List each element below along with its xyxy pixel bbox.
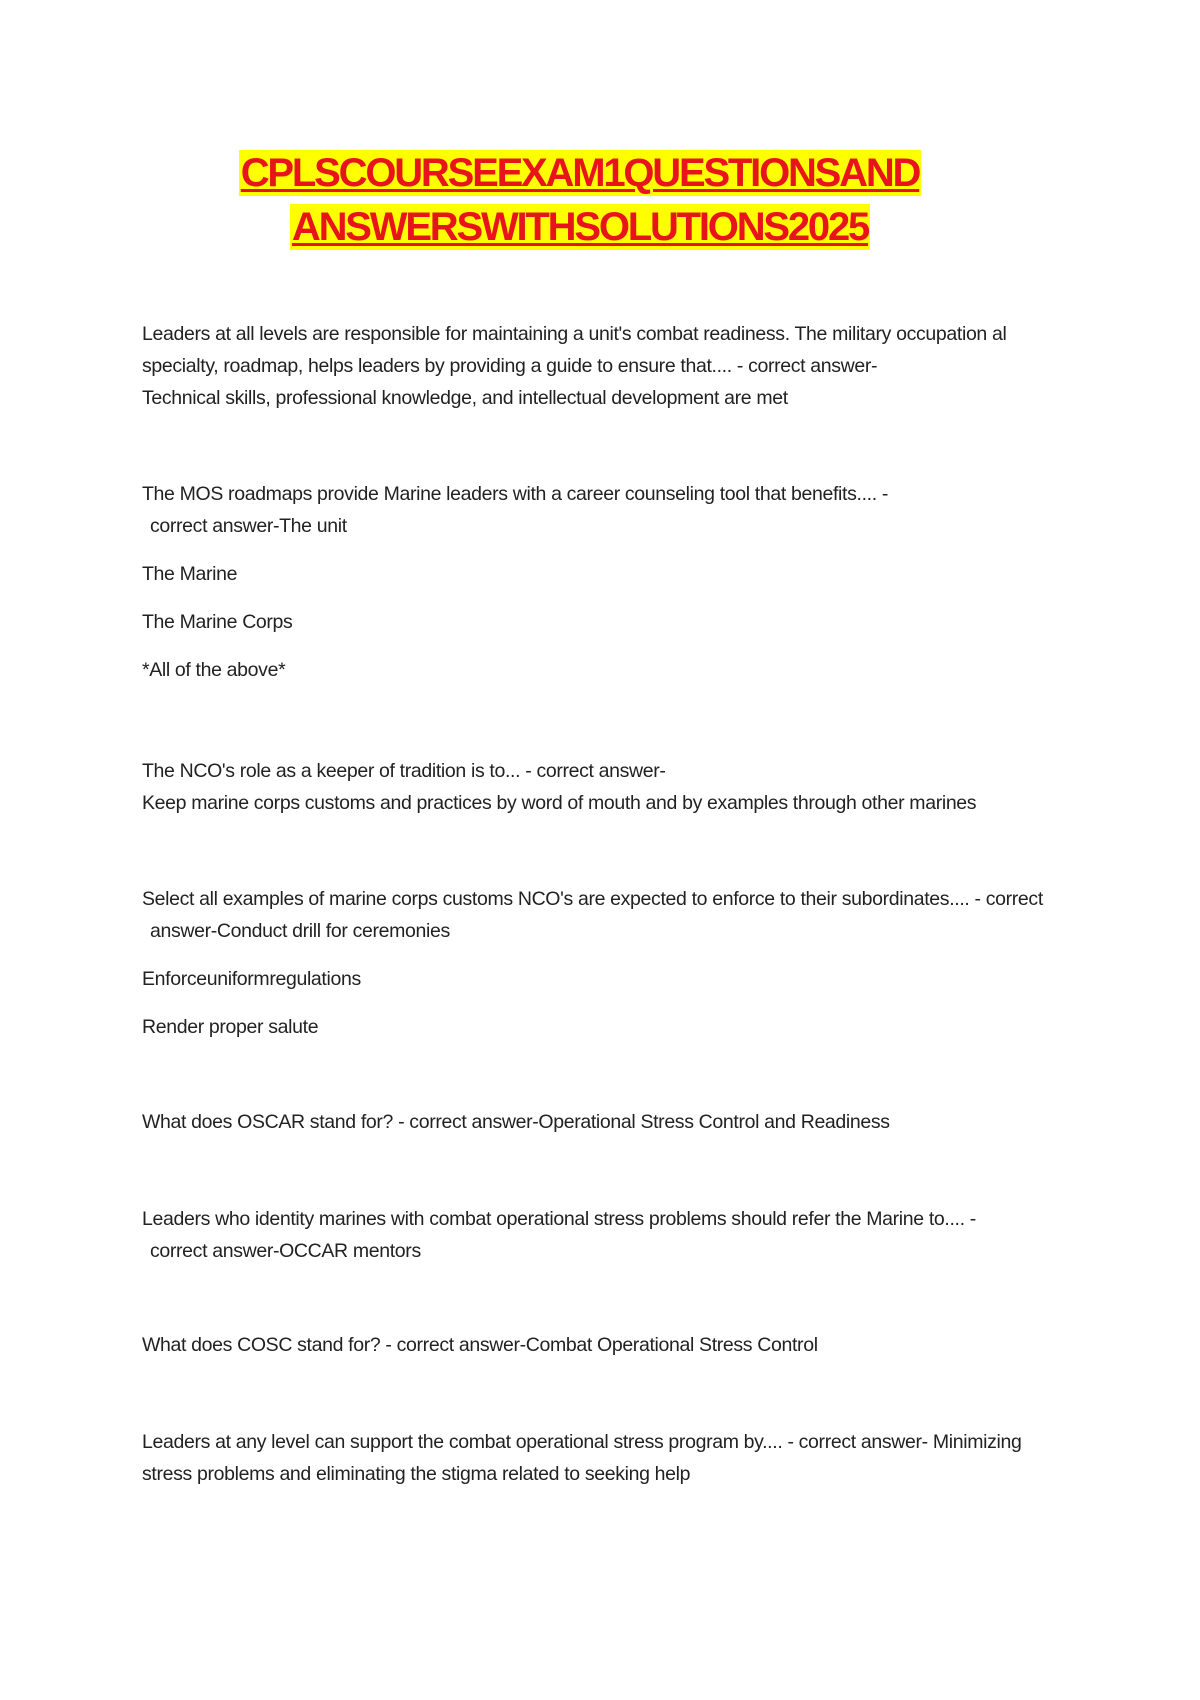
qa-text-line: What does OSCAR stand for? - correct answer-Operational Stress Control and Readiness [142, 1111, 890, 1133]
qa-item-8 [142, 1426, 1021, 1490]
answer-option: Enforceuniformregulations [142, 968, 361, 990]
qa-text-line: Keep marine corps customs and practices by word of mouth and by examples through other marines [142, 792, 977, 814]
qa-text-line: correct answer-The unit [150, 515, 347, 537]
qa-item-2 [142, 478, 888, 686]
qa-text-line: specialty, roadmap, helps leaders by providing a guide to ensure that.... - correct answer- [142, 355, 878, 377]
qa-text-line: answer-Conduct drill for ceremonies [150, 920, 450, 942]
answer-option: Render proper salute [142, 1016, 319, 1038]
answer-option: *All of the above* [142, 659, 286, 681]
qa-item-7 [142, 1329, 818, 1361]
answer-option: The Marine [142, 563, 238, 585]
qa-item-5 [142, 1106, 890, 1138]
answer-option: The Marine Corps [142, 611, 293, 633]
qa-item-1 [142, 318, 1006, 414]
qa-text-line: correct answer-OCCAR mentors [150, 1240, 421, 1262]
qa-text-line: stress problems and eliminating the stigma related to seeking help [142, 1463, 691, 1485]
qa-text-line: Technical skills, professional knowledge, and intellectual development are met [142, 387, 788, 409]
document-title [0, 150, 1160, 258]
qa-text-line: Select all examples of marine corps customs NCO's are expected to enforce to their subordinates.... - correct [142, 888, 1043, 910]
title-line-1: CPLSCOURSEEXAM1QUESTIONSAND [240, 151, 920, 195]
qa-text-line: Leaders at all levels are responsible for maintaining a unit's combat readiness. The military occupation al [142, 323, 1007, 345]
qa-text-line: Leaders who identity marines with combat operational stress problems should refer the Marine to.... - [142, 1208, 976, 1230]
qa-item-3 [142, 755, 976, 819]
qa-text-line: The MOS roadmaps provide Marine leaders with a career counseling tool that benefits.... - [142, 483, 888, 505]
qa-text-line: What does COSC stand for? - correct answer-Combat Operational Stress Control [142, 1334, 818, 1356]
title-line-2: ANSWERSWITHSOLUTIONS2025 [291, 205, 869, 249]
qa-text-line: The NCO's role as a keeper of tradition is to... - correct answer- [142, 760, 666, 782]
qa-item-4 [142, 883, 1043, 1043]
qa-item-6 [142, 1203, 976, 1267]
qa-text-line: Leaders at any level can support the combat operational stress program by.... - correct answer- Minimizing [142, 1431, 1022, 1453]
